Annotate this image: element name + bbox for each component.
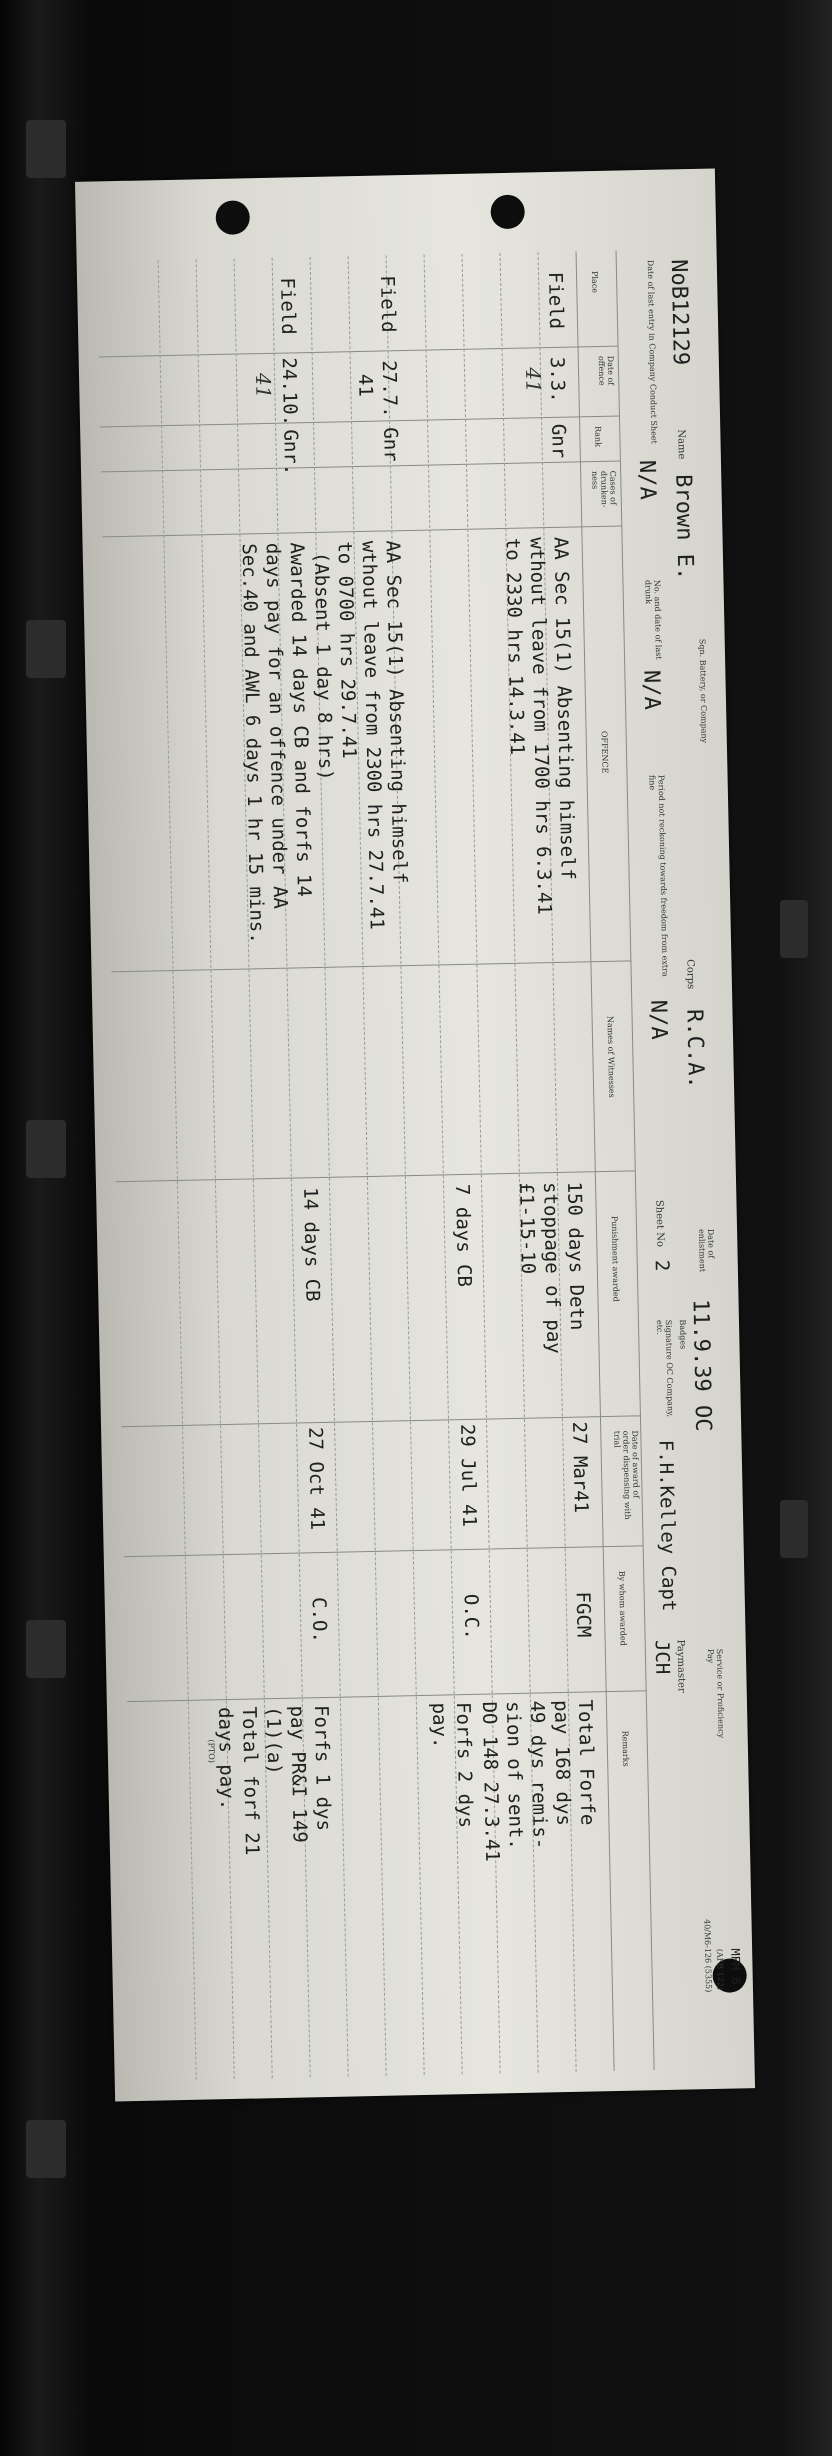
row-rule — [158, 260, 197, 2080]
form-code: MFM 6 — [728, 1948, 743, 1985]
col-award-date: Date of award of order dispensing with trial — [612, 1430, 641, 1520]
remarks-line: Forfs 2 dys — [451, 1701, 477, 1829]
col-place: Place — [589, 270, 600, 294]
row-date: 3.3. — [545, 356, 569, 403]
remarks-line: Total Forfe — [573, 1699, 599, 1826]
remarks-line: pay 168 dys — [549, 1699, 575, 1827]
offence-line: AA Sec 15(1) Absenting himself — [381, 540, 411, 884]
offence-line: wthout leave from 1700 hrs 6.3.41 — [525, 537, 556, 915]
offence-line: (Absent 1 day 8 hrs) — [309, 551, 337, 781]
film-sprocket — [26, 2120, 66, 2178]
offence-line: Sec.40 and AWL 6 days 1 hr 15 mins. — [237, 543, 268, 944]
offence-line: wthout leave from 2300 hrs 27.7.41 — [357, 540, 388, 930]
remarks-line: Forfs 1 dys — [309, 1704, 335, 1832]
card-content — [75, 169, 755, 2102]
remarks-line: 49 dys remis- — [525, 1700, 551, 1850]
film-sprocket — [780, 900, 808, 958]
col-date: Date of offence — [596, 355, 616, 386]
paymaster-initials: JCH — [650, 1639, 674, 1675]
remarks-line: days pay. — [213, 1706, 239, 1811]
remarks-line: (1)(a) — [261, 1705, 286, 1775]
row-year: 41 — [520, 367, 546, 394]
row-place: Field — [543, 271, 568, 330]
awarded-by: FGCM — [571, 1591, 595, 1638]
freedom-value: N/A — [645, 999, 672, 1040]
corps-value: R.C.A. — [681, 1008, 709, 1089]
col-punishment: Punishment awarded — [609, 1215, 621, 1302]
remarks-line: sion of sent. — [501, 1700, 527, 1850]
row-date: 24.10. — [277, 357, 302, 427]
awarded-by: C.O. — [307, 1596, 331, 1644]
row-rank: Gnr — [547, 423, 570, 459]
punishment-line: 7 days CB — [451, 1183, 476, 1288]
enlist-date: 11.9.39 OC — [687, 1298, 716, 1432]
form-sub: (AFB 122) — [715, 1948, 725, 1991]
row-rule — [386, 255, 425, 2075]
last-entry-label: Date of last entry in Company Conduct Sheet — [645, 259, 659, 444]
offence-line: AA Sec 15(1) Absenting himself — [549, 536, 579, 881]
punishment-line: £1-15-10 — [515, 1182, 539, 1275]
sheet-value: 2 — [650, 1259, 673, 1272]
row-date: 27.7. — [377, 360, 401, 418]
film-sprocket — [26, 1120, 66, 1178]
offence-line: to 0700 hrs 29.7.41 — [333, 541, 361, 759]
paymaster: Paymaster — [674, 1639, 687, 1693]
row-place: Field — [375, 275, 400, 333]
award-date: 29 Jul 41 — [456, 1423, 481, 1528]
sheet-label: Sheet No — [653, 1199, 666, 1248]
header-rule — [616, 251, 655, 2071]
conduct-sheet-card — [75, 169, 755, 2102]
col-awarded-by: By whom awarded — [617, 1570, 628, 1646]
punishment-line: 150 days Detn — [563, 1181, 589, 1331]
row-rank: Gnr. — [279, 429, 303, 476]
last-drunk-label: No. and date of last drunk — [643, 579, 664, 660]
corps-label: Corps — [684, 959, 697, 990]
remarks-line: (PTO) — [206, 1739, 217, 1764]
freedom-label: Period not reckoning towards freedom from extra fine — [647, 774, 670, 977]
row-year: 41 — [354, 373, 377, 397]
film-sprocket — [780, 1500, 808, 1558]
row-year: 41 — [251, 372, 276, 399]
film-sprocket — [26, 1620, 66, 1678]
col-witnesses: Names of Witnesses — [605, 1015, 617, 1098]
award-date: 27 Mar41 — [568, 1421, 592, 1514]
badges-label: Badges — [677, 1319, 688, 1350]
remarks-line: pay PR&I 149 — [285, 1705, 311, 1844]
col-offence: OFFENCE — [599, 730, 610, 774]
offence-line: to 2330 hrs 14.3.41 — [501, 537, 529, 756]
award-date: 27 Oct 41 — [304, 1426, 329, 1531]
service-pay-label: Service or Proficiency Pay — [705, 1648, 726, 1739]
remarks-line: Total forf 21 — [237, 1706, 264, 1856]
row-rule — [348, 256, 387, 2076]
enlist-label: Date of enlistment — [697, 1228, 716, 1273]
col-remarks: Remarks — [620, 1730, 631, 1767]
sqn-label: Sqn. Battery, or Company — [697, 638, 709, 744]
form-sub2: 40/M6-126 (5355) — [702, 1918, 714, 1993]
row-place: Field — [276, 277, 300, 335]
col-drunk: Cases of drunken-ness — [590, 470, 618, 508]
soldier-name: Brown E. — [670, 473, 698, 581]
service-number: NoB12129 — [665, 259, 693, 366]
signature: F.H.Kelley Capt — [654, 1439, 681, 1612]
remarks-line: pay. — [427, 1702, 451, 1749]
film-sprocket — [26, 120, 66, 178]
offence-line: days pay for an offence under AA — [261, 542, 292, 910]
remarks-line: DO 148 27.3.41 — [477, 1701, 504, 1862]
name-label: Name — [675, 429, 687, 460]
punishment-line: 14 days CB — [299, 1186, 324, 1302]
offence-line: Awarded 14 days CB and forfs 14 — [285, 542, 315, 898]
sig-label: Signature OC Company, etc. — [654, 1319, 675, 1418]
film-sprocket — [26, 620, 66, 678]
last-drunk-value: N/A — [638, 669, 665, 710]
awarded-by: O.C. — [459, 1593, 483, 1640]
punishment-line: stoppage of pay — [539, 1181, 565, 1354]
last-entry-value: N/A — [633, 459, 660, 501]
row-rank: Gnr — [379, 427, 402, 462]
col-rank: Rank — [593, 425, 603, 448]
